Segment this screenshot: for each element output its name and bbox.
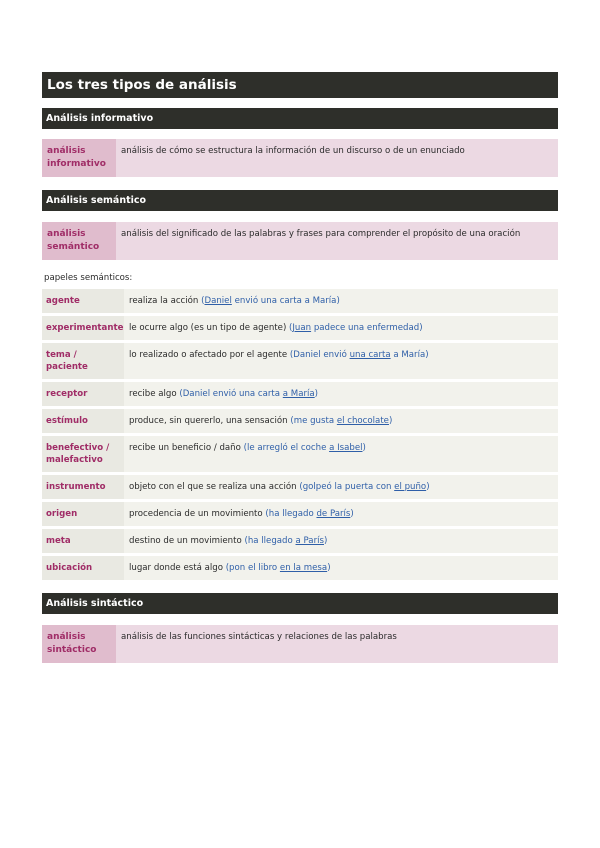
example-highlight: en la mesa <box>279 563 328 573</box>
role-description: lugar donde está algo <box>129 563 226 573</box>
example-text: ( <box>299 482 303 492</box>
example-highlight: de París <box>316 509 351 519</box>
role-description: le ocurre algo (es un tipo de agente) <box>129 323 290 333</box>
example-highlight: Daniel <box>204 296 232 306</box>
example-text: ( <box>243 443 247 453</box>
role-definition <box>124 529 558 553</box>
role-definition <box>124 289 558 313</box>
role-description: lo realizado o afectado por el agente <box>129 350 290 360</box>
role-row <box>42 316 558 340</box>
role-example <box>290 350 429 360</box>
role-term: instrumento <box>42 475 124 499</box>
role-description: objeto con el que se realiza una acción <box>129 482 300 492</box>
role-row <box>42 382 558 406</box>
definition-text: análisis de las funciones sintácticas y relaciones de las palabras <box>121 632 397 642</box>
role-term: agente <box>42 289 124 313</box>
role-definition <box>124 502 558 526</box>
example-text: ) <box>327 563 331 573</box>
role-example <box>244 443 366 453</box>
role-description: realiza la acción <box>129 296 202 306</box>
example-text: me gusta <box>293 416 337 426</box>
role-example <box>226 563 331 573</box>
example-text: ( <box>179 389 183 399</box>
definition-term: análisis semántico <box>42 222 116 260</box>
role-definition <box>124 343 558 379</box>
definition-row-sintactico <box>42 625 558 663</box>
role-term: benefectivo / malefactivo <box>42 436 124 472</box>
example-text: ( <box>290 416 294 426</box>
example-highlight: el chocolate <box>336 416 389 426</box>
content <box>42 72 558 663</box>
example-text: ( <box>225 563 230 573</box>
section-heading-sintactico: Análisis sintáctico <box>42 593 558 614</box>
definition-row-informativo <box>42 139 558 177</box>
role-definition <box>124 475 558 499</box>
example-text: golpeó la puerta con <box>302 482 395 492</box>
role-row <box>42 343 558 379</box>
example-text: ) <box>336 296 340 306</box>
example-highlight: a María <box>282 389 315 399</box>
role-example <box>290 416 392 426</box>
definition-term: análisis informativo <box>42 139 116 177</box>
example-highlight: a París <box>295 536 324 546</box>
example-text: ) <box>362 443 366 453</box>
role-row <box>42 556 558 580</box>
example-text: ha llegado <box>268 509 317 519</box>
role-definition <box>124 316 558 340</box>
role-term: origen <box>42 502 124 526</box>
role-example <box>289 323 423 333</box>
role-term: receptor <box>42 382 124 406</box>
roles-intro: papeles semánticos: <box>44 273 133 283</box>
section-heading-informativo: Análisis informativo <box>42 108 558 129</box>
example-text: ( <box>289 323 293 333</box>
example-text: ) <box>419 323 423 333</box>
role-description: recibe algo <box>129 389 180 399</box>
semantic-roles-table <box>42 289 558 580</box>
role-example <box>201 296 340 306</box>
example-text: ) <box>314 389 319 399</box>
role-description: procedencia de un movimiento <box>129 509 266 519</box>
example-text: ) <box>350 509 354 519</box>
role-description: recibe un beneficio / daño <box>129 443 244 453</box>
role-term: estímulo <box>42 409 124 433</box>
role-term: ubicación <box>42 556 124 580</box>
example-text: a María <box>390 350 426 360</box>
example-highlight: una carta <box>349 350 391 360</box>
page-title: Los tres tipos de análisis <box>42 72 558 98</box>
example-text: ( <box>201 296 205 306</box>
example-text: envió una carta a María <box>231 296 337 306</box>
role-row <box>42 409 558 433</box>
role-example <box>244 536 327 546</box>
role-description: produce, sin quererlo, una sensación <box>129 416 291 426</box>
example-text: ) <box>425 350 429 360</box>
example-highlight: a Isabel <box>329 443 363 453</box>
example-text: ) <box>323 536 328 546</box>
role-row <box>42 502 558 526</box>
example-highlight: el puño <box>394 482 427 492</box>
definition-term: análisis sintáctico <box>42 625 116 663</box>
example-highlight: Juan <box>292 323 312 333</box>
role-row <box>42 289 558 313</box>
role-example <box>299 482 429 492</box>
role-definition <box>124 409 558 433</box>
definition-text: análisis del significado de las palabras y frases para comprender el propósito de una oración <box>121 229 521 239</box>
example-text: Daniel envió una carta <box>182 389 283 399</box>
role-term: tema / paciente <box>42 343 124 379</box>
role-definition <box>124 556 558 580</box>
role-description: destino de un movimiento <box>129 536 245 546</box>
definition-row-semantico <box>42 222 558 260</box>
example-text: Daniel envió <box>293 350 350 360</box>
definition-text: análisis de cómo se estructura la información de un discurso o de un enunciado <box>121 146 465 156</box>
example-text: pon el libro <box>229 563 280 573</box>
role-definition <box>124 436 558 472</box>
example-text: ) <box>388 416 393 426</box>
example-text: ( <box>289 350 294 360</box>
role-term: meta <box>42 529 124 553</box>
role-example <box>179 389 318 399</box>
example-text: le arregló el coche <box>246 443 330 453</box>
role-row <box>42 475 558 499</box>
role-example <box>265 509 353 519</box>
role-term: experimentante <box>42 316 124 340</box>
example-text: padece una enfermedad <box>311 323 420 333</box>
role-row <box>42 529 558 553</box>
section-heading-semantico: Análisis semántico <box>42 190 558 211</box>
example-text: ) <box>426 482 430 492</box>
example-text: ( <box>265 509 269 519</box>
example-text: ha llegado <box>247 536 296 546</box>
role-definition <box>124 382 558 406</box>
example-text: ( <box>244 536 248 546</box>
role-row <box>42 436 558 472</box>
